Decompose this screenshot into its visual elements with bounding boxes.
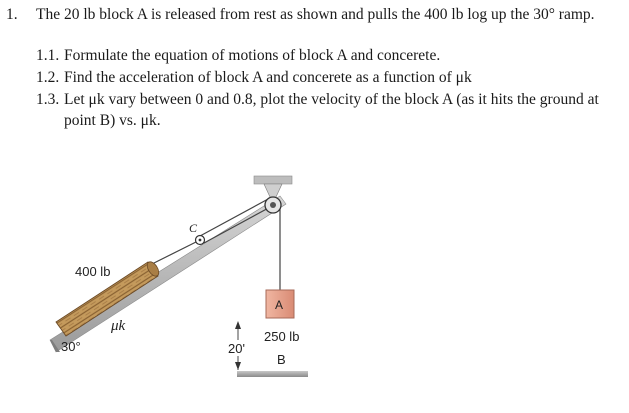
log-weight-label: 400 lb [75,264,111,279]
top-pulley [265,197,281,213]
block-weight-label: 250 lb [264,329,300,344]
ground-strip [237,371,308,377]
problem-number: 1. [6,6,18,23]
part-1-text: Formulate the equation of motions of block A and concerete. [64,47,441,64]
block-a-label: A [275,298,284,312]
ceiling-support [254,176,292,197]
pulley-c [196,236,205,245]
part-3-number: 1.3. [36,91,60,108]
angle-label: 30° [61,339,81,354]
part-1-number: 1.1. [36,47,60,64]
part-3-continuation: point B) vs. μk. [64,112,161,129]
ground-point-b-label: B [277,352,286,367]
part-2-number: 1.2. [36,69,60,86]
part-3-text: Let μk vary between 0 and 0.8, plot the velocity of the block A (as it hits the ground at [64,91,599,108]
pulley-c-label: C [189,221,198,235]
part-2-text: Find the acceleration of block A and concerete as a function of μk [64,69,472,86]
height-label: 20' [228,341,245,356]
problem-statement: The 20 lb block A is released from rest as shown and pulls the 400 lb log up the 30° ramp. [36,6,595,23]
friction-coefficient-label: μk [111,318,126,334]
